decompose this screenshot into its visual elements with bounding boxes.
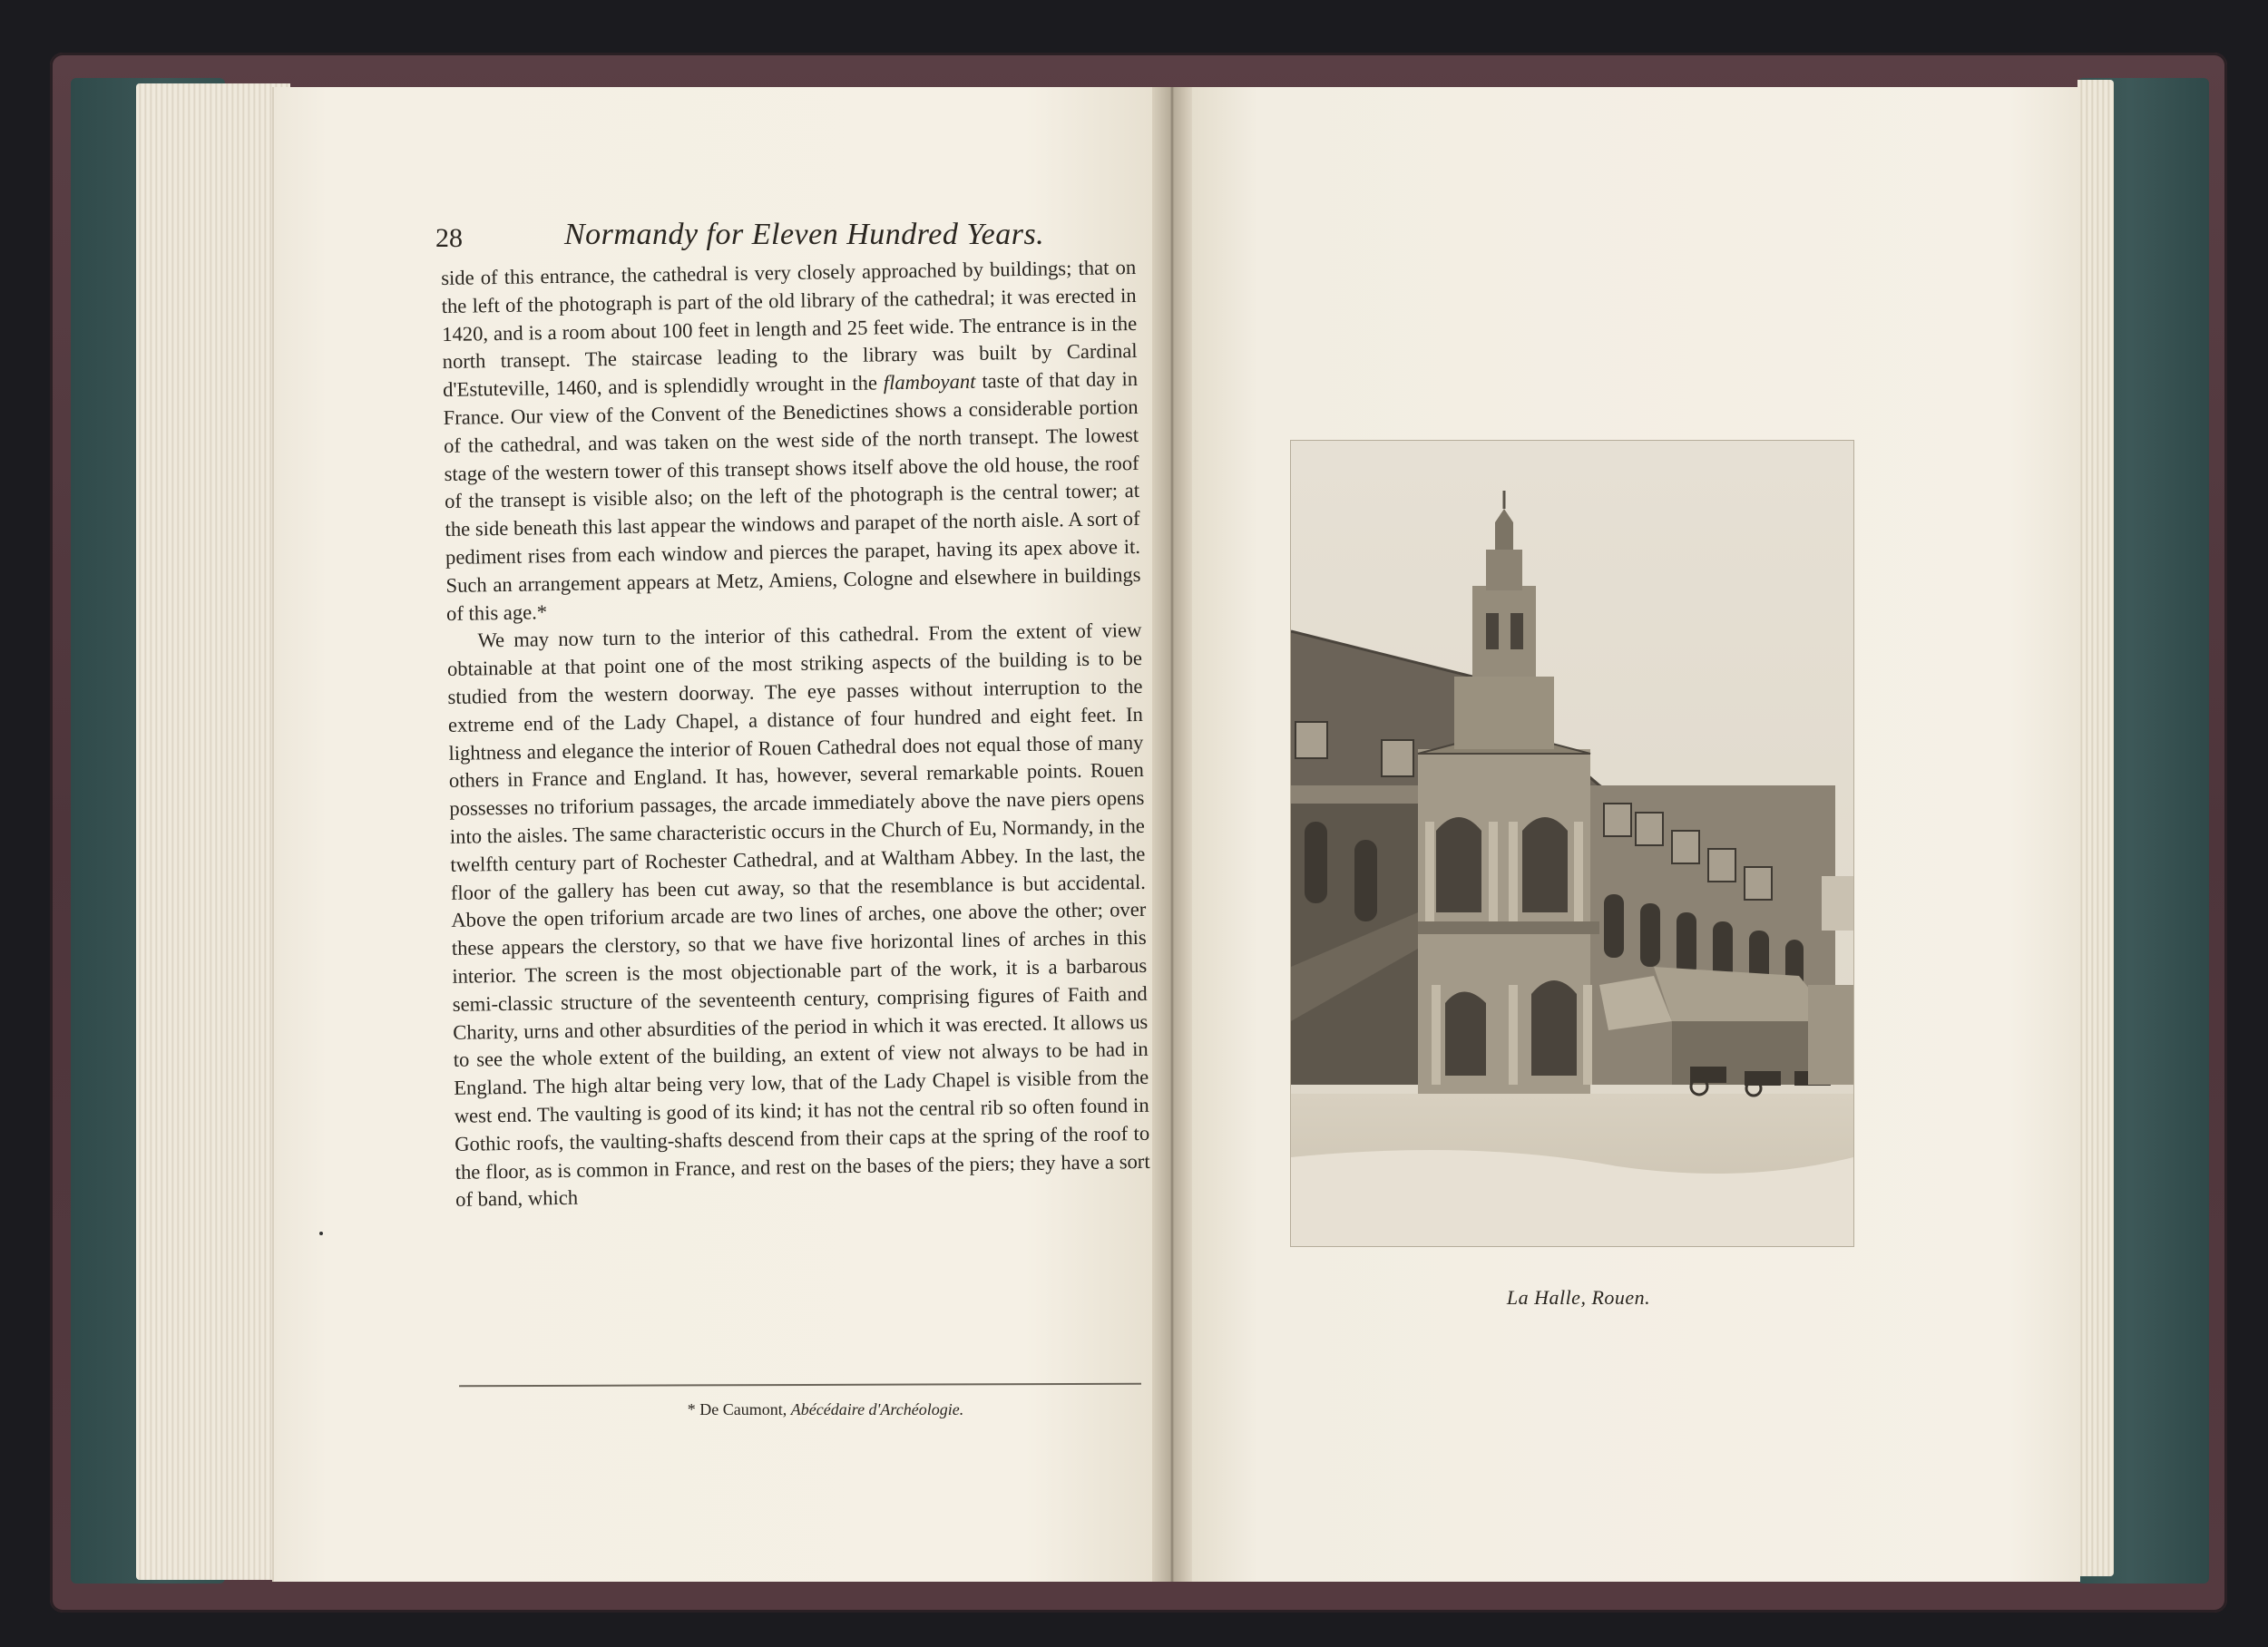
paragraph-2: We may now turn to the interior of this cathedral. From the extent of view obtainable at that point one of the most striking aspects of the building is to be studied from the western doorway. The eye passes without interruption to the extreme end of the Lady Chapel, a distance of four hundred and eight feet. In lightness and elegance the interior of Rouen Cathedral does not equal those of many others in France and England. It has, however, several remarkable points. Rouen possesses no triforium passages, the arcade immediately above the nave piers opens into the aisles. The same characteristic occurs in the Church of Eu, Normandy, in the twelfth century part of Rochester Cathedral, and at Waltham Abbey. In the last, the floor of the gallery has been cut away, so that the resemblance is but accidental. Above the open triforium arcade are two lines of arches, one above the other; over these appears the clerstory, so that we have five horizontal lines of arches in this interior. The screen is the most objectionable part of the work, it is a barbarous semi-classic structure of the seventeenth century, comprising figures of Faith and Charity, urns and other absurdities of the period in which it was erected. It allows us to see the whole extent of the building, an extent of view not always to be had in England. The high altar being very low, that of the Lady Chapel is visible from the west end. The vaulting is good of its kind; it has not the central rib so often found in Gothic roofs, the vaulting-shafts descend from their caps at the spring of the roof to the floor, as is common in France, and rest on the bases of the piers; they have a sort of band, which bbox=[446, 619, 1150, 1212]
photograph-image bbox=[1291, 441, 1853, 1246]
photo-caption: La Halle, Rouen. bbox=[1506, 1286, 1651, 1309]
footnote bbox=[508, 1400, 1143, 1419]
paragraph-1-rest: taste of that day in France. Our view of the Convent of the Benedictines shows a considerable portion of the cathedral, and was taken on the west side of the north transept. The lowest stage of the western tower of this transept shows itself above the old house, the roof of the transept is visible also; on the left of the photograph is the central tower; at the side beneath this last appear the windows and parapet of the north aisle. A sort of pediment rises from each window and pierces the parapet, having its apex above it. Such an arrangement appears at Metz, Amiens, Cologne and elsewhere in buildings of this age.* bbox=[443, 367, 1141, 625]
page-speck bbox=[319, 1232, 323, 1235]
paragraph-1-text: side of this entrance, the cathedral is very closely approached by buildings; that on the left of the photograph is part of the old library of the cathedral; it was erected in 1420, and is a room about 100 feet in length and 25 feet wide. The entrance is in the north transept. The staircase leading to the library was built by Cardinal d'Estuteville, 1460, and is splendidly wrought in the bbox=[441, 255, 1138, 402]
paragraph-1 bbox=[441, 254, 1141, 628]
running-title: Normandy for Eleven Hundred Years. bbox=[564, 218, 1045, 251]
book-gutter bbox=[1152, 87, 1192, 1582]
footnote-prefix: * De Caumont, bbox=[687, 1400, 787, 1418]
body-text bbox=[441, 254, 1150, 1214]
left-page-stack bbox=[136, 83, 290, 1580]
right-page-stack bbox=[2077, 80, 2114, 1576]
page-number: 28 bbox=[435, 223, 463, 253]
photograph-la-halle bbox=[1291, 441, 1853, 1246]
footnote-italic: Abécédaire d'Archéologie. bbox=[790, 1400, 964, 1418]
paragraph-1-italic: flamboyant bbox=[883, 369, 976, 395]
